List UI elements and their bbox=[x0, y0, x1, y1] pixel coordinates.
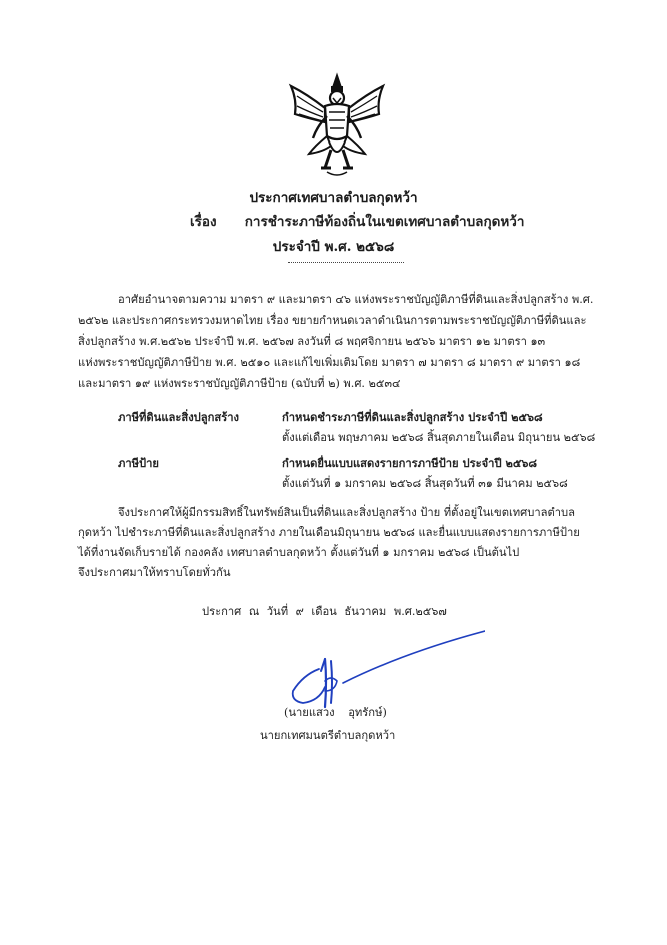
paragraph-1-line-2: ๒๕๖๒ และประกาศกระทรวงมหาดไทย เรื่อง ขยายกำหนดเวลาดำเนินการตามพระราชบัญญัติภาษีที่ดินและ bbox=[78, 314, 587, 327]
paragraph-2-line-2: กุดหว้า ไปชำระภาษีที่ดินและสิ่งปลูกสร้าง ภายในเดือนมิถุนายน ๒๕๖๘ และยื่นแบบแสดงรายการภาษีป้าย bbox=[78, 526, 580, 539]
signature-mark bbox=[285, 625, 485, 715]
tax-item-land-label: ภาษีที่ดินและสิ่งปลูกสร้าง bbox=[118, 410, 239, 424]
tax-item-land-heading: กำหนดชำระภาษีที่ดินและสิ่งปลูกสร้าง ประจำปี ๒๕๖๘ bbox=[282, 410, 543, 424]
subject-line bbox=[190, 210, 524, 232]
tax-item-sign-heading: กำหนดยื่นแบบแสดงรายการภาษีป้าย ประจำปี ๒๕๖๘ bbox=[282, 456, 538, 470]
page-title: ประกาศเทศบาลตำบลกุดหว้า bbox=[249, 190, 418, 206]
subject-label: เรื่อง bbox=[190, 214, 217, 230]
paragraph-1-line-3: สิ่งปลูกสร้าง พ.ศ.๒๕๖๒ ประจำปี พ.ศ. ๒๕๖๗ ลงวันที่ ๘ พฤศจิกายน ๒๕๖๖ มาตรา ๑๒ มาตรา ๑๓ bbox=[78, 335, 546, 348]
signer-name: (นายแสวง อุทรักษ์) bbox=[284, 706, 387, 719]
garuda-emblem-icon bbox=[287, 72, 387, 180]
year-line: ประจำปี พ.ศ. ๒๕๖๘ bbox=[272, 239, 395, 255]
paragraph-2-line-4: จึงประกาศมาให้ทราบโดยทั่วกัน bbox=[78, 566, 231, 579]
signer-title: นายกเทศมนตรีตำบลกุดหว้า bbox=[260, 729, 396, 742]
announcement-date: ประกาศ ณ วันที่ ๙ เดือน ธันวาคม พ.ศ.๒๕๖๗ bbox=[202, 605, 447, 618]
tax-item-sign-label: ภาษีป้าย bbox=[118, 456, 159, 470]
paragraph-2-line-3: ได้ที่งานจัดเก็บรายได้ กองคลัง เทศบาลตำบลกุดหว้า ตั้งแต่วันที่ ๑ มกราคม ๒๕๖๘ เป็นต้นไป bbox=[78, 546, 520, 559]
paragraph-1-line-4: แห่งพระราชบัญญัติภาษีป้าย พ.ศ. ๒๕๑๐ และแก้ไขเพิ่มเติมโดย มาตรา ๗ มาตรา ๘ มาตรา ๙ มาตรา ๑๘ bbox=[78, 356, 581, 369]
subject-text: การชำระภาษีท้องถิ่นในเขตเทศบาลตำบลกุดหว้า bbox=[244, 214, 525, 230]
separator-dotted bbox=[288, 262, 404, 263]
paragraph-2-line-1: จึงประกาศให้ผู้มีกรรมสิทธิ์ในทรัพย์สินเป็นที่ดินและสิ่งปลูกสร้าง ป้าย ที่ตั้งอยู่ในเขตเทศบาลตำบล bbox=[118, 506, 576, 519]
tax-item-sign-detail: ตั้งแต่วันที่ ๑ มกราคม ๒๕๖๘ สิ้นสุดวันที่ ๓๑ มีนาคม ๒๕๖๘ bbox=[282, 477, 568, 490]
paragraph-1-line-5: และมาตรา ๑๙ แห่งพระราชบัญญัติภาษีป้าย (ฉบับที่ ๒) พ.ศ. ๒๕๓๔ bbox=[78, 377, 401, 390]
tax-item-land-detail: ตั้งแต่เดือน พฤษภาคม ๒๕๖๘ สิ้นสุดภายในเดือน มิถุนายน ๒๕๖๘ bbox=[282, 431, 596, 444]
paragraph-1-line-1: อาศัยอำนาจตามความ มาตรา ๙ และมาตรา ๔๖ แห่งพระราชบัญญัติภาษีที่ดินและสิ่งปลูกสร้าง พ.ศ. bbox=[118, 293, 594, 306]
